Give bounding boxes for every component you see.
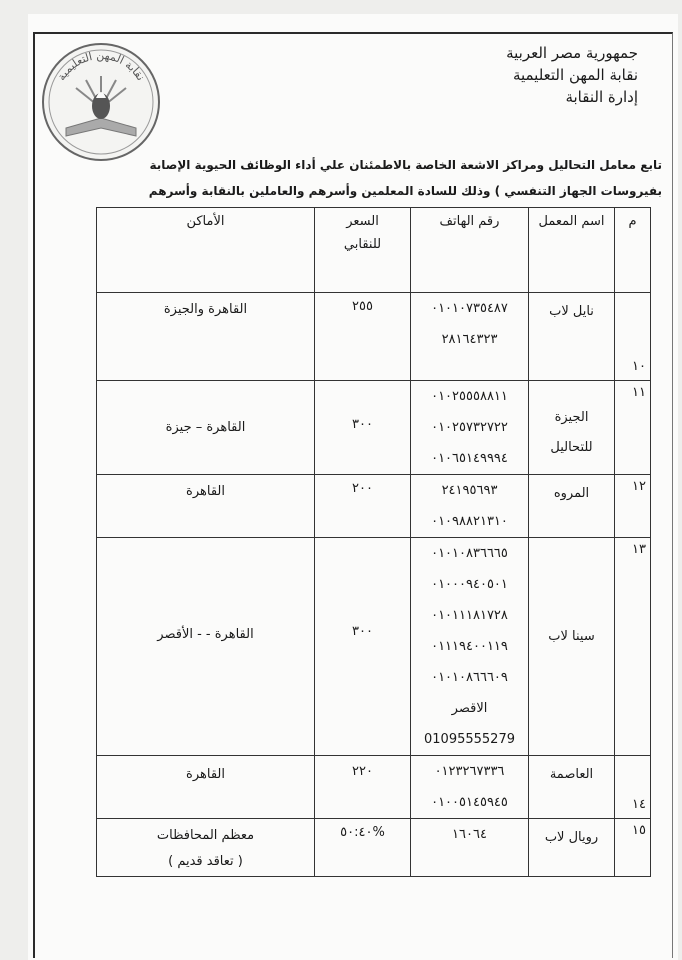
header-lab-name: اسم المعمل <box>529 208 615 293</box>
table-row <box>97 819 651 877</box>
row-number: ١٥ <box>632 823 646 838</box>
phone-number: الاقصر <box>451 701 488 716</box>
places-cell <box>97 819 315 877</box>
intro-line-2: بفيروسات الجهاز التنفسي ) وذلك للسادة المعلمين وأسرهم والعاملين بالنقابة وأسرهم <box>148 184 662 198</box>
place-text: القاهرة - - الأقصر <box>157 627 254 642</box>
price-cell <box>315 819 411 877</box>
place-text: القاهرة <box>186 484 225 499</box>
phone-number: ٠١٠١٠٨٦٦٦٠٩ <box>431 670 508 685</box>
places-cell <box>97 538 315 756</box>
phone-cell <box>411 475 529 538</box>
row-number-cell <box>615 293 651 381</box>
lab-name-cell <box>529 538 615 756</box>
header-price-line-2: للنقابي <box>343 237 382 252</box>
lab-name: للتحاليل <box>550 440 593 455</box>
lab-name: سينا لاب <box>548 629 595 644</box>
lab-name-cell <box>529 819 615 877</box>
lab-name: المروه <box>553 486 590 501</box>
logo-arc-text: نقابة المهن التعليمية <box>54 48 148 83</box>
member-price: ٣٠٠ <box>352 417 373 432</box>
header-block <box>506 42 638 108</box>
row-number: ١٢ <box>632 479 646 494</box>
phone-number: ٠١٠١٠٧٣٥٤٨٧ <box>431 301 508 316</box>
price-cell <box>315 475 411 538</box>
phone-number: ٠١٠٢٥٧٣٢٧٢٢ <box>431 420 508 435</box>
phone-number: ٠١٠٠٥١٤٥٩٤٥ <box>431 795 508 810</box>
places-cell <box>97 756 315 819</box>
table-row <box>97 293 651 381</box>
phone-number: ٠١١١٩٤٠٠١١٩ <box>431 639 508 654</box>
phone-number: ٠١٠٩٨٨٢١٣١٠ <box>431 514 508 529</box>
lab-name: العاصمة <box>549 767 594 782</box>
phone-cell <box>411 381 529 475</box>
phone-number: ٠١٠٢٥٥٥٨٨١١ <box>431 389 508 404</box>
lab-name: الجيزة <box>554 410 589 425</box>
table-body <box>97 293 651 877</box>
intro-heading <box>62 152 662 204</box>
table-row <box>97 475 651 538</box>
member-price: ٢٢٠ <box>352 764 373 779</box>
phone-cell <box>411 756 529 819</box>
phone-number: ٠١٢٣٢٦٧٣٣٦ <box>434 764 505 779</box>
lab-name-cell <box>529 293 615 381</box>
document-page <box>28 14 678 960</box>
header-num: م <box>615 208 651 293</box>
place-text: القاهرة <box>186 767 225 782</box>
row-number-cell <box>615 538 651 756</box>
header-line-country: جمهورية مصر العربية <box>506 44 638 62</box>
row-number-cell <box>615 819 651 877</box>
header-price <box>315 208 411 293</box>
table-row <box>97 381 651 475</box>
intro-line-1: تابع معامل التحاليل ومراكز الاشعة الخاصة بالاطمئنان علي أداء الوظائف الحيوية الإصابة <box>149 158 662 172</box>
row-number-cell <box>615 756 651 819</box>
row-number: ١٤ <box>632 797 646 812</box>
phone-cell <box>411 293 529 381</box>
places-cell <box>97 475 315 538</box>
member-price: ٣٠٠ <box>352 624 373 639</box>
phone-number: ٠١٠٦٥١٤٩٩٩٤ <box>431 451 508 466</box>
row-number: ١١ <box>632 385 646 400</box>
header-line-syndicate: نقابة المهن التعليمية <box>512 66 638 84</box>
header-phone: رقم الهاتف <box>411 208 529 293</box>
phone-number: ١٦٠٦٤ <box>452 827 487 842</box>
labs-table <box>96 207 651 877</box>
member-price: ٢٠٠ <box>352 481 373 496</box>
phone-number: ٢٤١٩٥٦٩٣ <box>441 483 498 498</box>
header-price-line-1: السعر <box>346 214 379 229</box>
price-cell <box>315 381 411 475</box>
phone-number: 01095555279 <box>424 732 515 747</box>
header-places: الأماكن <box>97 208 315 293</box>
place-text: ( تعاقد قديم ) <box>168 854 243 869</box>
lab-name: نايل لاب <box>549 304 594 319</box>
price-cell <box>315 293 411 381</box>
member-price: ٢٥٥ <box>352 299 373 314</box>
place-text: القاهرة والجيزة <box>163 302 248 317</box>
lab-name: رويال لاب <box>544 830 599 845</box>
phone-number: ٠١٠٠٠٩٤٠٥٠١ <box>431 577 508 592</box>
member-price: %٥٠:٤٠ <box>340 825 385 840</box>
phone-cell <box>411 538 529 756</box>
phone-cell <box>411 819 529 877</box>
place-text: معظم المحافظات <box>156 828 255 843</box>
header-line-administration: إدارة النقابة <box>565 88 638 106</box>
table-header-row <box>97 208 651 293</box>
row-number: ١٣ <box>632 542 646 557</box>
places-cell <box>97 381 315 475</box>
phone-number: ٢٨١٦٤٣٢٣ <box>441 332 498 347</box>
row-number-cell <box>615 381 651 475</box>
places-cell <box>97 293 315 381</box>
price-cell <box>315 756 411 819</box>
price-cell <box>315 538 411 756</box>
phone-number: ٠١٠١١١٨١٧٢٨ <box>431 608 508 623</box>
syndicate-logo <box>36 36 166 166</box>
lab-name-cell <box>529 475 615 538</box>
place-text: القاهرة – جيزة <box>165 420 246 435</box>
lab-name-cell <box>529 381 615 475</box>
table-row <box>97 756 651 819</box>
row-number-cell <box>615 475 651 538</box>
lab-name-cell <box>529 756 615 819</box>
table-row <box>97 538 651 756</box>
phone-number: ٠١٠١٠٨٣٦٦٦٥ <box>431 546 508 561</box>
row-number: ١٠ <box>632 359 646 374</box>
